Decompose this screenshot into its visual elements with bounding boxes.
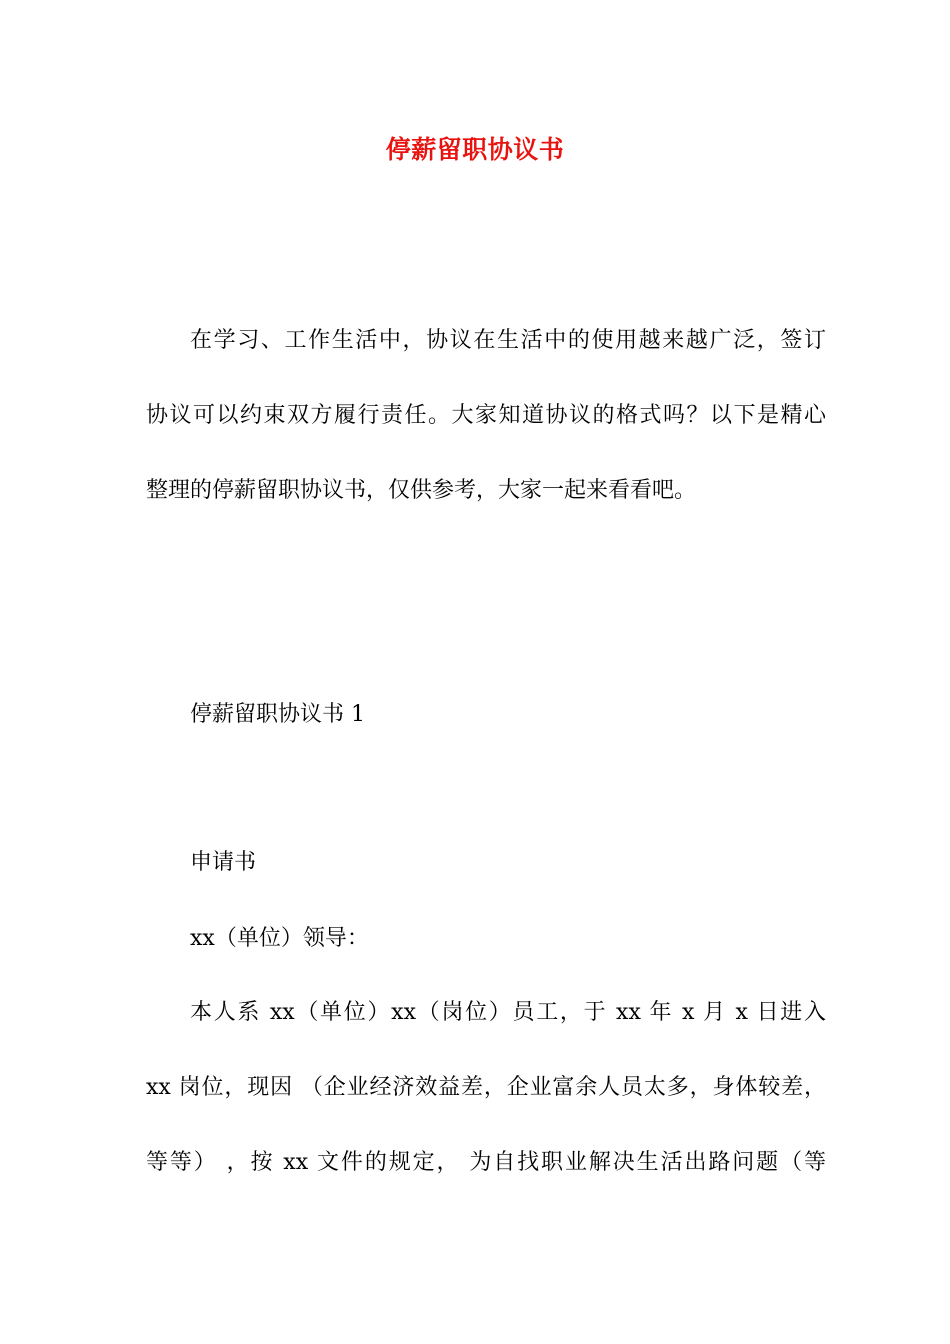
salutation: xx（单位）领导： <box>190 926 369 951</box>
section-heading: 停薪留职协议书 1 <box>190 702 365 727</box>
intro-line-2: 协议可以约束双方履行责任。大家知道协议的格式吗？以下是精心 <box>146 403 826 428</box>
body-line-2: xx 岗位，现因 （企业经济效益差，企业富余人员太多，身体较差， <box>146 1075 826 1100</box>
document-title: 停薪留职协议书 <box>385 135 565 164</box>
body-line-3: 等等） ，按 xx 文件的规定， 为自找职业解决生活出路问题（等 <box>146 1150 826 1175</box>
intro-line-3: 整理的停薪留职协议书，仅供参考，大家一起来看看吧。 <box>146 478 697 503</box>
body-line-1: 本人系 xx（单位）xx（岗位）员工，于 xx 年 x 月 x 日进入 <box>190 1000 826 1025</box>
intro-line-1: 在学习、工作生活中，协议在生活中的使用越来越广泛，签订 <box>190 328 826 353</box>
application-heading: 申请书 <box>190 850 257 875</box>
